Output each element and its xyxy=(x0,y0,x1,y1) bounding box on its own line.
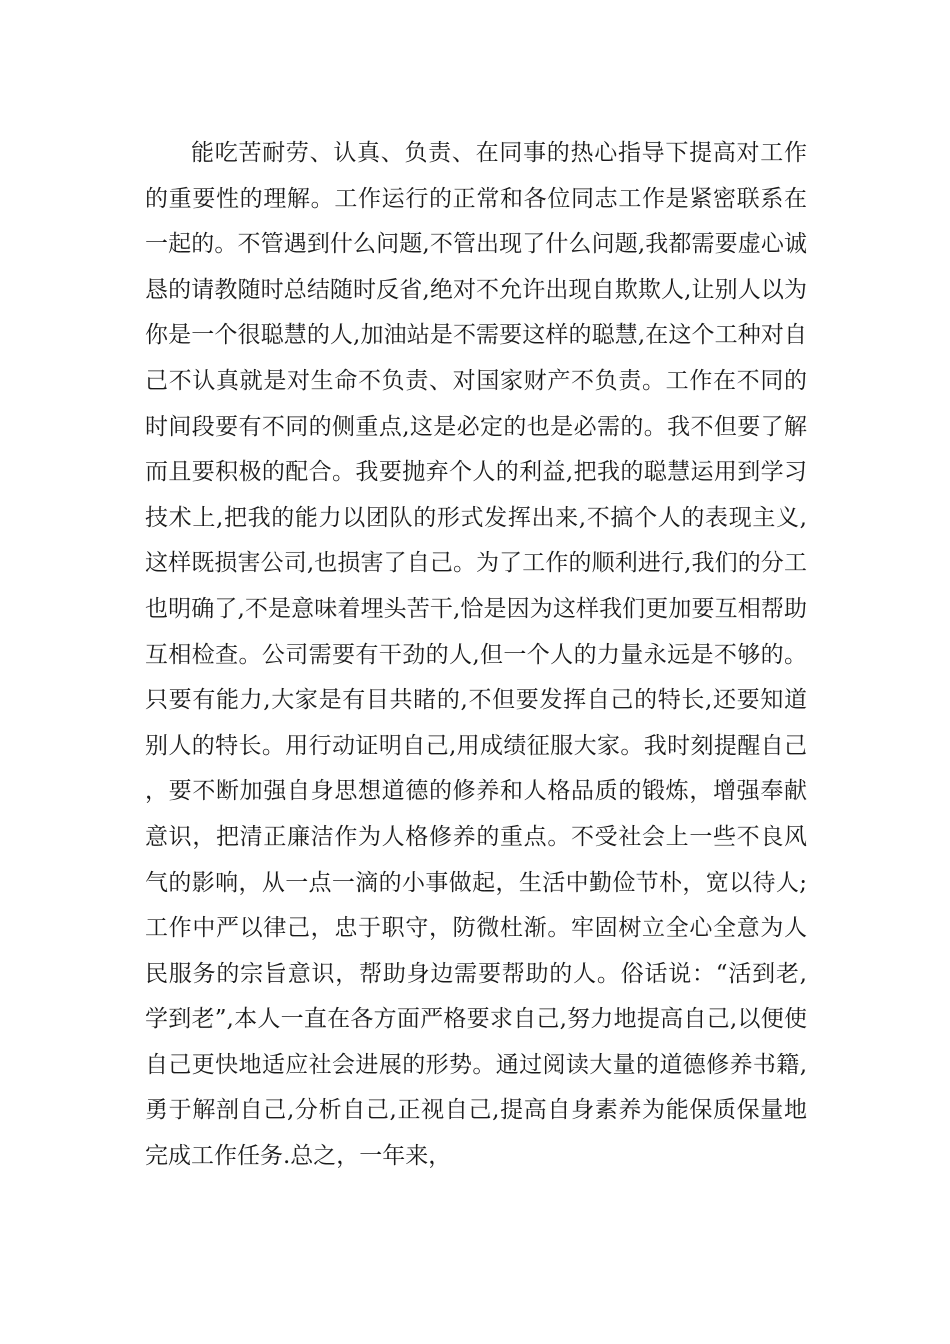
body-paragraph: 能吃苦耐劳、认真、负责、在同事的热心指导下提高对工作的重要性的理解。工作运行的正常和各位同志工作是紧密联系在一起的。不管遇到什么问题,不管出现了什么问题,我都需要虚心诚恳的请教随时总结随时反省,绝对不允许出现自欺欺人,让别人以为你是一个很聪慧的人,加油站是不需要这样的聪慧,在这个工种对自己不认真就是对生命不负责、对国家财产不负责。工作在不同的时间段要有不同的侧重点,这是必定的也是必需的。我不但要了解而且要积极的配合。我要抛弃个人的利益,把我的聪慧运用到学习技术上,把我的能力以团队的形式发挥出来,不搞个人的表现主义,这样既损害公司,也损害了自己。为了工作的顺利进行,我们的分工也明确了,不是意味着埋头苦干,恰是因为这样我们更加要互相帮助互相检查。公司需要有干劲的人,但一个人的力量永远是不够的。只要有能力,大家是有目共睹的,不但要发挥自己的特长,还要知道别人的特长。用行动证明自己,用成绩征服大家。我时刻提醒自己，要不断加强自身思想道德的修养和人格品质的锻炼，增强奉献意识，把清正廉洁作为人格修养的重点。不受社会上一些不良风气的影响，从一点一滴的小事做起，生活中勤俭节朴，宽以待人;工作中严以律己，忠于职守，防微杜渐。牢固树立全心全意为人民服务的宗旨意识，帮助身边需要帮助的人。俗话说：“活到老,学到老”,本人一直在各方面严格要求自己,努力地提高自己,以便使自己更快地适应社会进展的形势。通过阅读大量的道德修养书籍,勇于解剖自己,分析自己,正视自己,提高自身素养为能保质保量地完成工作任务.总之，一年来， xyxy=(145,140,807,1170)
